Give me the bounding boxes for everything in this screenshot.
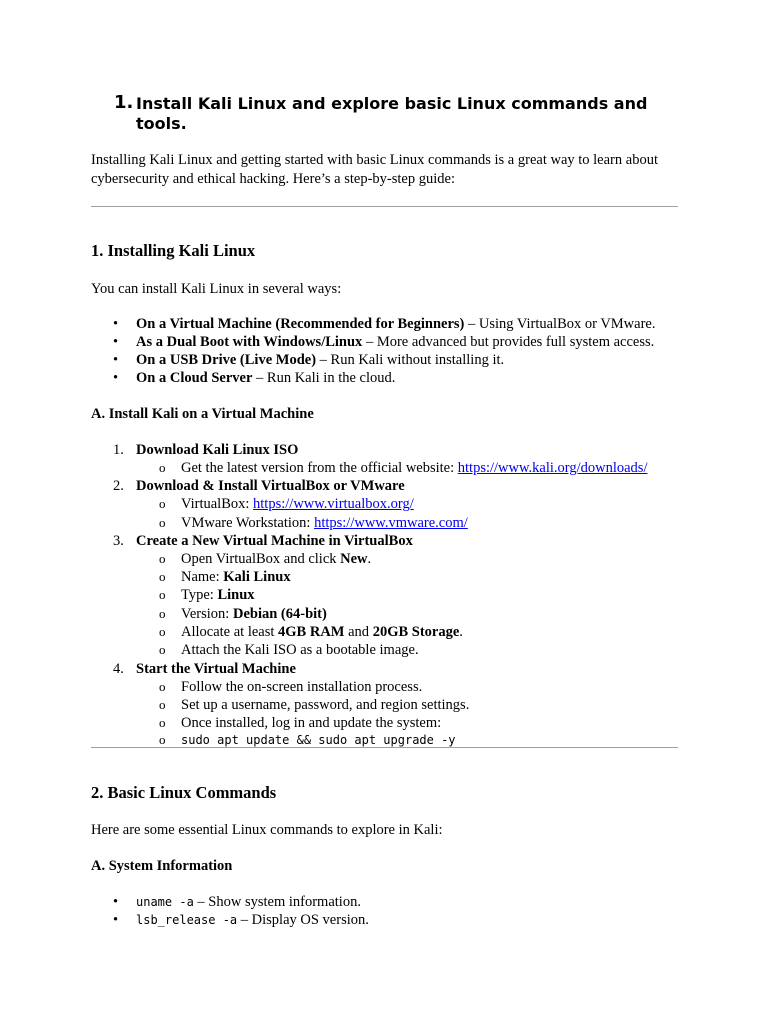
subheading-system-info: A. System Information: [91, 858, 233, 874]
sub-item: o Follow the on-screen installation process.: [159, 678, 423, 695]
section1-lead: You can install Kali Linux in several ways:: [91, 281, 342, 297]
step-item: 2. Download & Install VirtualBox or VMware o VirtualBox: https://www.virtualbox.org/ o VMware Workstation: https://www.vmware.com/: [91, 477, 691, 532]
section-heading-installing: 1. Installing Kali Linux: [91, 241, 256, 260]
list-item: • As a Dual Boot with Windows/Linux – More advanced but provides full system access.: [113, 334, 655, 350]
sub-item: o Allocate at least 4GB RAM and 20GB Storage.: [159, 624, 463, 641]
divider: [91, 206, 678, 207]
sub-item: o Name: Kali Linux: [159, 569, 291, 586]
list-item: • uname -a – Show system information.: [113, 894, 361, 910]
sub-item: o Set up a username, password, and region settings.: [159, 696, 470, 713]
sub-item: o sudo apt update && sudo apt upgrade -y: [159, 731, 456, 747]
system-info-commands: [91, 893, 691, 929]
step-item: 3. Create a New Virtual Machine in VirtualBox o Open VirtualBox and click New. o Name: Kali Linux o Type: Linux o Version: Debian (64-bit) o Allocate at least 4GB RAM and 20GB Storage. o Attach the Kali ISO as a bootable image.: [91, 532, 691, 660]
virtualbox-link[interactable]: https://www.virtualbox.org/: [253, 496, 414, 513]
install-steps-list: [91, 441, 691, 748]
intro-paragraph: Installing Kali Linux and getting started with basic Linux commands is a great way to learn about cybersecurity and ethical hacking. Here’s a step-by-step guide:: [91, 152, 658, 187]
step-item: 4. Start the Virtual Machine o Follow the on-screen installation process. o Set up a username, password, and region settings. o Once installed, log in and update the system: o sudo apt update && sudo apt upgrade -y: [91, 660, 691, 748]
sub-item: o Attach the Kali ISO as a bootable image.: [159, 642, 419, 659]
list-item: • On a Virtual Machine (Recommended for Beginners) – Using VirtualBox or VMware.: [113, 316, 656, 332]
title-text: Install Kali Linux and explore basic Linux commands and tools.: [136, 94, 648, 133]
list-item: • On a USB Drive (Live Mode) – Run Kali without installing it.: [113, 352, 505, 368]
sub-item: o Open VirtualBox and click New.: [159, 550, 372, 567]
sub-item: o Get the latest version from the official website: https://www.kali.org/downloads/: [159, 460, 648, 476]
install-ways-list: [91, 315, 691, 387]
list-item: • On a Cloud Server – Run Kali in the cloud.: [113, 370, 396, 386]
divider: [91, 747, 678, 748]
section2-lead: Here are some essential Linux commands to explore in Kali:: [91, 822, 443, 838]
sub-item: o Version: Debian (64-bit): [159, 605, 327, 622]
update-command: sudo apt update && sudo apt upgrade -y: [181, 732, 456, 747]
sub-item: o VMware Workstation: https://www.vmware.com/: [159, 514, 468, 531]
title-number: 1.: [114, 92, 134, 113]
vmware-link[interactable]: https://www.vmware.com/: [314, 514, 468, 531]
sub-item: o Type: Linux: [159, 587, 255, 604]
sub-item: o Once installed, log in and update the system:: [159, 715, 442, 732]
document-title: [114, 92, 674, 134]
list-item: • lsb_release -a – Display OS version.: [113, 912, 369, 928]
subheading-vm: A. Install Kali on a Virtual Machine: [91, 406, 314, 422]
sub-item: o VirtualBox: https://www.virtualbox.org/: [159, 496, 414, 513]
step-item: 1. Download Kali Linux ISO o Get the latest version from the official website: https://www.kali.org/downloads/: [91, 441, 691, 477]
section-heading-commands: 2. Basic Linux Commands: [91, 783, 277, 802]
kali-downloads-link[interactable]: https://www.kali.org/downloads/: [457, 460, 648, 476]
